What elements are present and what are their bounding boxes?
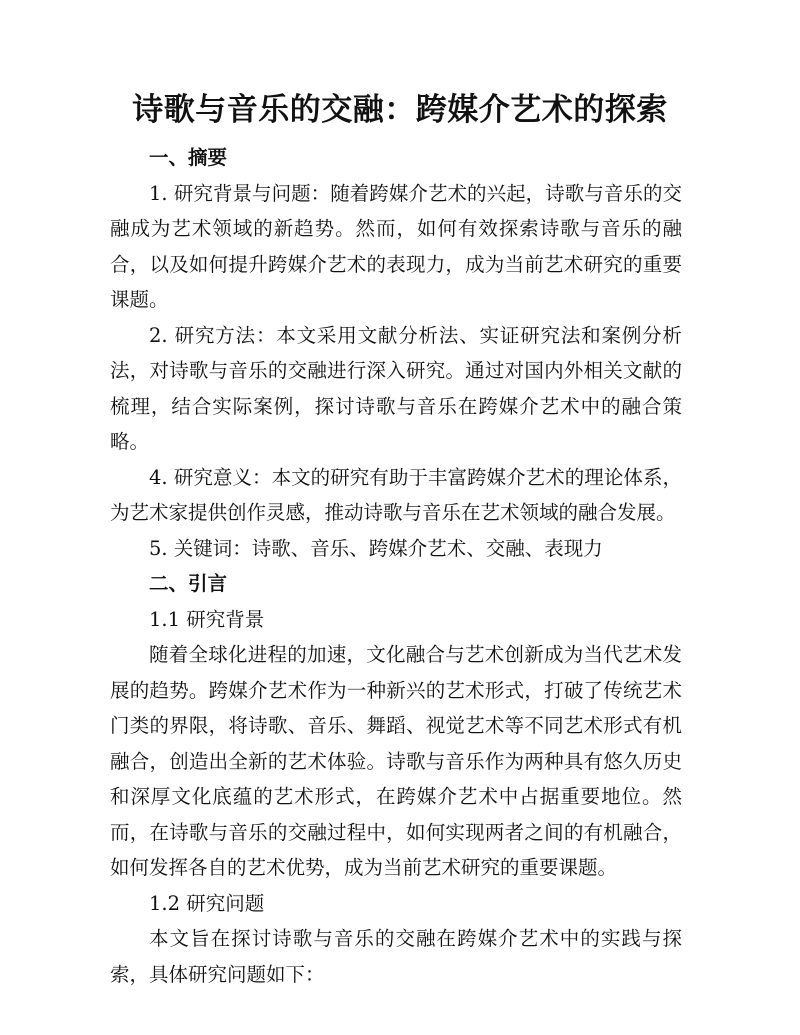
paragraph-abstract-method: 2. 研究方法：本文采用文献分析法、实证研究法和案例分析法，对诗歌与音乐的交融进行深入研究。通过对国内外相关文献的梳理，结合实际案例，探讨诗歌与音乐在跨媒介艺术中的融合策略。 [110,323,682,453]
document-title: 诗歌与音乐的交融：跨媒介艺术的探索 [132,92,668,128]
paragraph-abstract-keywords: 5. 关键词：诗歌、音乐、跨媒介艺术、交融、表现力 [149,536,603,560]
subsection-heading-questions: 1.2 研究问题 [149,891,265,915]
paragraph-abstract-background: 1. 研究背景与问题：随着跨媒介艺术的兴起，诗歌与音乐的交融成为艺术领域的新趋势。然而，如何有效探索诗歌与音乐的融合，以及如何提升跨媒介艺术的表现力，成为当前艺术研究的重要课题。 [110,181,682,311]
section-heading-abstract: 一、摘要 [149,146,228,169]
subsection-heading-background: 1.1 研究背景 [149,607,265,631]
paragraph-research-background: 随着全球化进程的加速，文化融合与艺术创新成为当代艺术发展的趋势。跨媒介艺术作为一种新兴的艺术形式，打破了传统艺术门类的界限，将诗歌、音乐、舞蹈、视觉艺术等不同艺术形式有机融合，创造出全新的艺术体验。诗歌与音乐作为两种具有悠久历史和深厚文化底蕴的艺术形式，在跨媒介艺术中占据重要地位。然而，在诗歌与音乐的交融过程中，如何实现两者之间的有机融合，如何发挥各自的艺术优势，成为当前艺术研究的重要课题。 [110,643,682,879]
document-body [110,140,682,992]
paragraph-research-questions: 本文旨在探讨诗歌与音乐的交融在跨媒介艺术中的实践与探索，具体研究问题如下： [110,927,682,986]
section-heading-introduction: 二、引言 [149,572,228,595]
paragraph-abstract-significance: 4. 研究意义：本文的研究有助于丰富跨媒介艺术的理论体系，为艺术家提供创作灵感，推动诗歌与音乐在艺术领域的融合发展。 [110,465,682,524]
